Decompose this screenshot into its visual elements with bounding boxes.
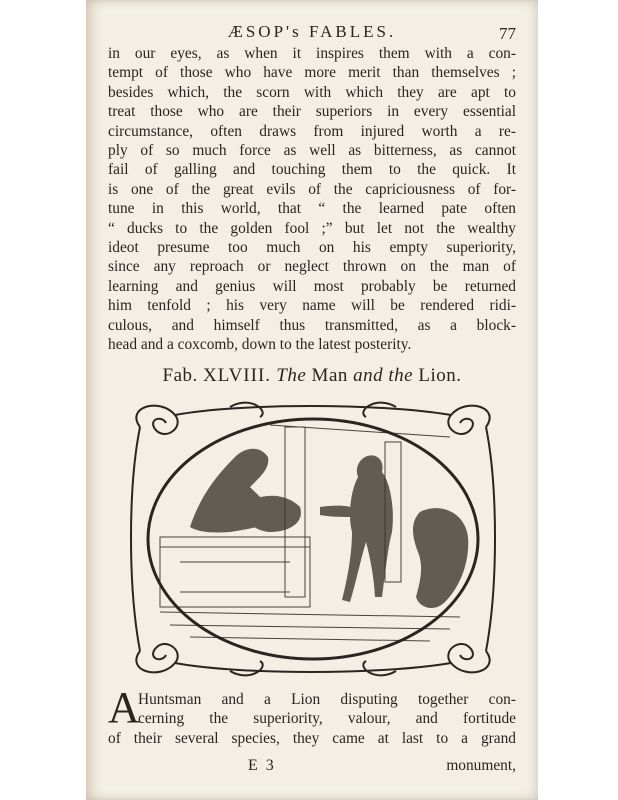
text-line: Huntsman and a Lion disputing together con- [138, 691, 516, 708]
text-line: of their several species, they came at last to a grand [108, 729, 516, 747]
text-line: fail of galling and touching them to the quick. It [108, 161, 516, 179]
running-head [86, 20, 538, 44]
fable-title-the: The [276, 365, 307, 386]
text-line: in our eyes, as when it inspires them with a con- [108, 45, 516, 62]
fable-title-lion: Lion. [418, 365, 462, 386]
running-title: ÆSOP's FABLES. [227, 22, 397, 41]
frame-scroll-top-left [136, 406, 177, 434]
signature-mark: E 3 [248, 757, 276, 774]
text-line: head and a coxcomb, down to the latest posterity. [108, 336, 412, 354]
page-footer [108, 757, 516, 779]
frame-scroll-top-right [448, 406, 489, 434]
fable-title-and-the: and the [353, 365, 414, 386]
drop-cap: A [108, 683, 140, 732]
text-line: tempt of those who have more merit than themselves ; [108, 64, 516, 82]
catchword: monument, [446, 757, 516, 774]
text-line: cerning the superiority, valour, and fortitude [138, 710, 516, 728]
text-line: since any reproach or neglect thrown on the man of [108, 258, 516, 276]
frame-scroll-bottom-left [136, 644, 177, 672]
text-line: treat those who are their superiors in every essential [108, 103, 516, 121]
fable-heading [86, 365, 538, 387]
text-line: is one of the great evils of the capriciousness of for- [108, 180, 516, 198]
text-line: learning and genius will most probably be returned [108, 277, 516, 295]
fable-title-man: Man [311, 365, 348, 386]
text-line: ideot presume too much on his empty superiority, [108, 239, 516, 257]
page-number: 77 [499, 24, 516, 43]
text-line: him tenfold ; his very name will be rendered ridi- [108, 297, 516, 315]
book-page [86, 0, 538, 800]
woodcut-illustration [120, 397, 506, 681]
fable-opening-paragraph [108, 683, 516, 748]
text-line: ply of so much force as well as bitterness, as cannot [108, 142, 516, 160]
body-paragraph [108, 44, 516, 355]
text-line: culous, and himself thus transmitted, as a block- [108, 316, 516, 334]
text-line: tune in this world, that “ the learned pate often [108, 200, 516, 218]
fable-label: Fab. [162, 365, 198, 386]
text-line: circumstance, often draws from injured worth a re- [108, 122, 516, 140]
text-line: “ ducks to the golden fool ;” but let not the wealthy [108, 219, 516, 237]
text-line: besides which, the scorn with which they are apt to [108, 83, 516, 101]
frame-scroll-bottom-right [448, 644, 489, 672]
fable-number: XLVIII. [203, 365, 272, 386]
